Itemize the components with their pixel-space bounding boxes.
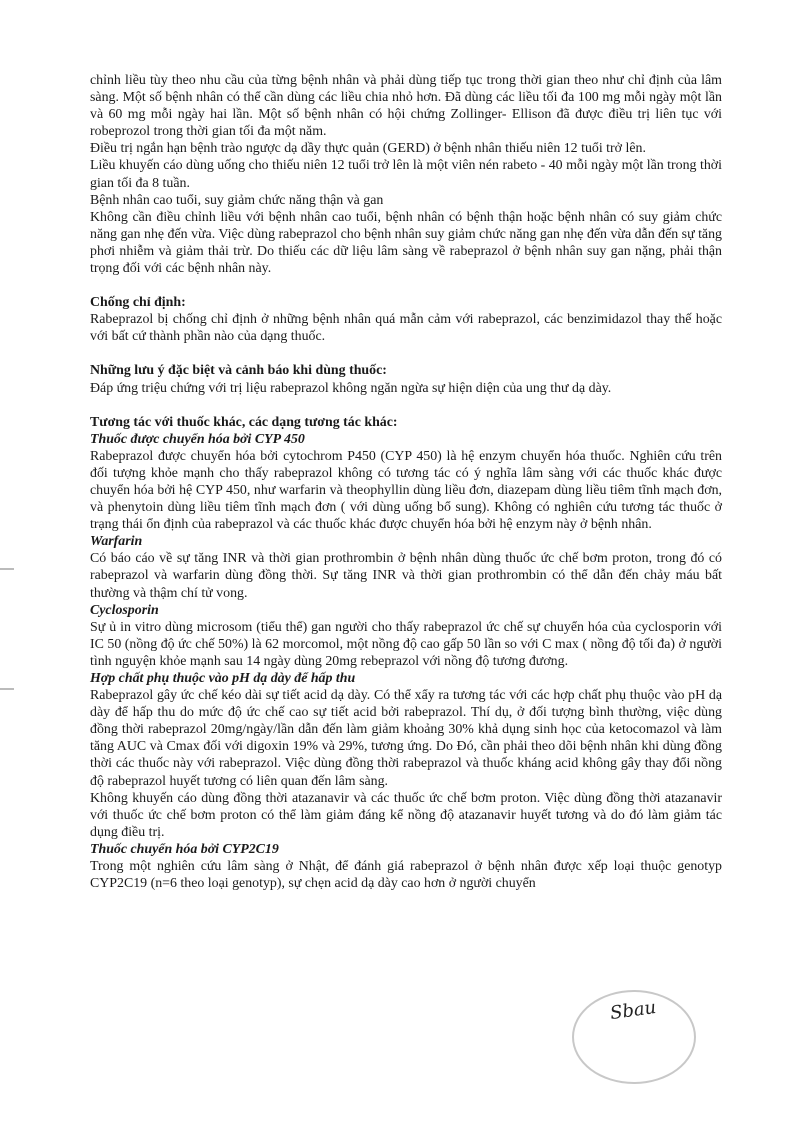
paragraph: chỉnh liều tùy theo nhu cầu của từng bệnh nhân và phải dùng tiếp tục trong thời gian theo như chỉ định của lâm sàng. Một số bệnh nhân có thể cần dùng các liều chia nhỏ hơn. Đã dùng các liều tối đa 100 mg mỗi ngày một lần và 60 mg mỗi ngày hai lần. Một số bệnh nhân có hội chứng Zollinger- Ellison đã được điều trị liên tục với robeprozol trong thời gian tối đa một năm. <box>90 73 722 140</box>
section-heading: Chống chỉ định: <box>90 295 186 311</box>
spacer <box>90 345 722 362</box>
paragraph: Rabeprazol bị chống chỉ định ở những bệnh nhân quá mẫn cảm với rabeprazol, các benzimidazol thay thế hoặc với bất cứ thành phần nào của dạng thuốc. <box>90 312 722 345</box>
paragraph: Điều trị ngắn hạn bệnh trào ngược dạ dầy thực quản (GERD) ở bệnh nhân thiếu niên 12 tuổi trở lên. <box>90 141 646 157</box>
paragraph: Rabeprazol được chuyển hóa bởi cytochrom P450 (CYP 450) là hệ enzym chuyển hóa thuốc. Nghiên cứu trên đối tượng khỏe mạnh cho thấy rabeprazol không có tương tác có ý nghĩa lâm sàng với các thuốc khác được chuyển hóa bởi hệ CYP 450, như warfarin và theophyllin dùng liều đơn, diazepam dùng liều tiêm tĩnh mạch đơn, và phenytoin dùng liều tiêm tĩnh mạch đơn ( với dùng uống bổ sung). Không có nghiên cứu tương tác thuốc ở trạng thái ổn định của rabeprazol và các thuốc khác được chuyển hóa bởi hệ enzym này ở bệnh nhân. <box>90 448 722 533</box>
section-heading: Những lưu ý đặc biệt và cảnh báo khi dùng thuốc: <box>90 363 387 379</box>
handwritten-signature: Sbau <box>608 996 658 1025</box>
paragraph: Trong một nghiên cứu lâm sàng ở Nhật, để đánh giá rabeprazol ở bệnh nhân được xếp loại thuộc genotyp CYP2C19 (n=6 theo loại genotyp), sự chẹn acid dạ dày cao hơn ở người chuyển <box>90 859 722 892</box>
subsection-heading: Thuốc chuyển hóa bởi CYP2C19 <box>90 841 279 857</box>
subsection-heading: Hợp chất phụ thuộc vào pH dạ dày để hấp thu <box>90 671 356 686</box>
paragraph: Có báo cáo về sự tăng INR và thời gian prothrombin ở bệnh nhân dùng thuốc ức chế bơm proton, trong đó có rabeprazol và warfarin dùng đồng thời. Sự tăng INR và thời gian prothrombin có thể dẫn đến chảy máu bất thường và thậm chí tử vong. <box>90 551 722 601</box>
paragraph: Sự ủ in vitro dùng microsom (tiểu thể) gan người cho thấy rabeprazol ức chế sự chuyển hóa của cyclosporin với IC 50 (nồng độ ức chế 50%) là 62 morcomol, một nồng độ cao gấp 50 lần so với C max ( nồng độ tối đa) ở người tình nguyện khỏe mạnh sau 14 ngày dùng 20mg rebeprazol với nồng độ tương đương. <box>90 619 722 669</box>
paragraph: Đáp ứng triệu chứng với trị liệu rabeprazol không ngăn ngừa sự hiện diện của ung thư dạ dày. <box>90 380 612 396</box>
section-heading: Tương tác với thuốc khác, các dạng tương tác khác: <box>90 414 398 430</box>
subsection-heading: Warfarin <box>90 534 143 550</box>
scan-edge-mark <box>0 568 14 570</box>
scan-edge-mark <box>0 688 14 690</box>
paragraph: Không khuyến cáo dùng đồng thời atazanavir và các thuốc ức chế bơm proton. Việc dùng đồng thời atazanavir với thuốc ức chế bơm proton có thể làm giảm đáng kể nồng độ atazanavir huyết tương và do đó làm giảm tác dụng điều trị. <box>90 790 722 840</box>
spacer <box>90 277 722 294</box>
paragraph: Bệnh nhân cao tuổi, suy giảm chức năng thận và gan <box>90 192 384 208</box>
paragraph: Liều khuyến cáo dùng uống cho thiếu niên 12 tuổi trở lên là một viên nén rabeto - 40 mỗi ngày một lần trong thời gian tối đa 8 tuần. <box>90 158 722 191</box>
document-body <box>90 72 722 892</box>
subsection-heading: Thuốc được chuyển hóa bởi CYP 450 <box>90 431 305 447</box>
subsection-heading: Cyclosporin <box>90 602 159 618</box>
spacer <box>90 397 722 414</box>
paragraph: Rabeprazol gây ức chế kéo dài sự tiết acid dạ dày. Có thể xẩy ra tương tác với các hợp chất phụ thuộc vào pH dạ dày để hấp thu do mức độ ức chế cao sự tiết acid bởi rabeprazol. Thí dụ, ở đối tượng bình thường, việc dùng đồng thời rabeprazol 20mg/ngày/lần dẫn đến làm giảm khoảng 30% khả dụng sinh học của ketocomazol và làm tăng AUC và Cmax đối với digoxin 19% và 29%, tương ứng. Do Đó, cần phải theo dõi bệnh nhân khi dùng đồng thời các thuốc này với rabeprazol. Việc dùng đồng thời rabeprazol và thuốc kháng acid không gây thay đổi nồng độ rabeprazol huyết tương có liên quan đến lâm sàng. <box>90 688 722 789</box>
paragraph: Không cần điều chỉnh liều với bệnh nhân cao tuổi, bệnh nhân có bệnh thận hoặc bệnh nhân có suy giảm chức năng gan nhẹ đến vừa. Việc dùng rabeprazol cho bệnh nhân suy giảm chức năng gan nhẹ đến vừa dẫn đến sự tăng phơi nhiễm và giảm thải trừ. Do thiếu các dữ liệu lâm sàng về rabeprazol ở bệnh nhân suy gan nặng, phải thận trọng đối với các bệnh nhân này. <box>90 209 722 277</box>
